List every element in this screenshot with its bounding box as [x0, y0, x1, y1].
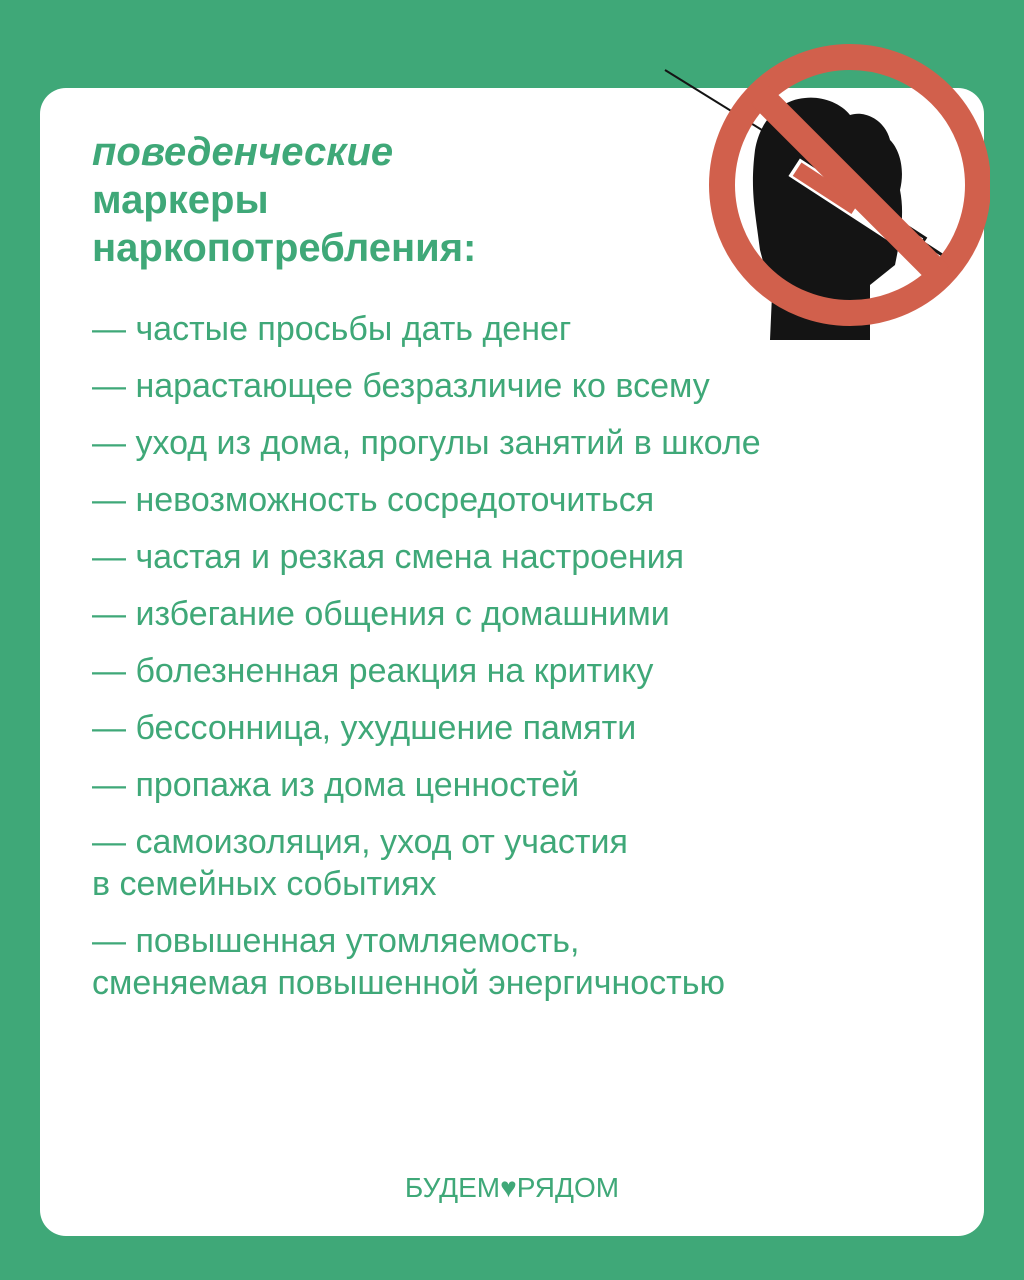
- list-item: — нарастающее безразличие ко всему: [92, 367, 710, 405]
- list-item: — бессонница, ухудшение памяти: [92, 709, 637, 747]
- no-drugs-icon: [660, 40, 990, 340]
- list-item: — уход из дома, прогулы занятий в школе: [92, 424, 761, 462]
- title-line-1: поведенческие: [92, 130, 394, 174]
- page-title: [92, 128, 476, 272]
- list-item: — самоизоляция, уход от участия в семейных событиях: [92, 823, 628, 903]
- list-item: — повышенная утомляемость, сменяемая повышенной энергичностью: [92, 922, 725, 1002]
- list-item: — избегание общения с домашними: [92, 595, 670, 633]
- brand-logo: БУДЕМ♥РЯДОМ: [404, 1172, 620, 1203]
- list-item: — невозможность сосредоточиться: [92, 481, 655, 519]
- title-line-3: наркопотребления:: [92, 226, 477, 270]
- list-item: — болезненная реакция на критику: [92, 652, 654, 690]
- list-item: — частые просьбы дать денег: [92, 310, 572, 348]
- markers-list: [92, 308, 952, 1019]
- title-line-2: маркеры: [92, 178, 269, 222]
- list-item: — пропажа из дома ценностей: [92, 766, 580, 804]
- list-item: — частая и резкая смена настроения: [92, 538, 685, 576]
